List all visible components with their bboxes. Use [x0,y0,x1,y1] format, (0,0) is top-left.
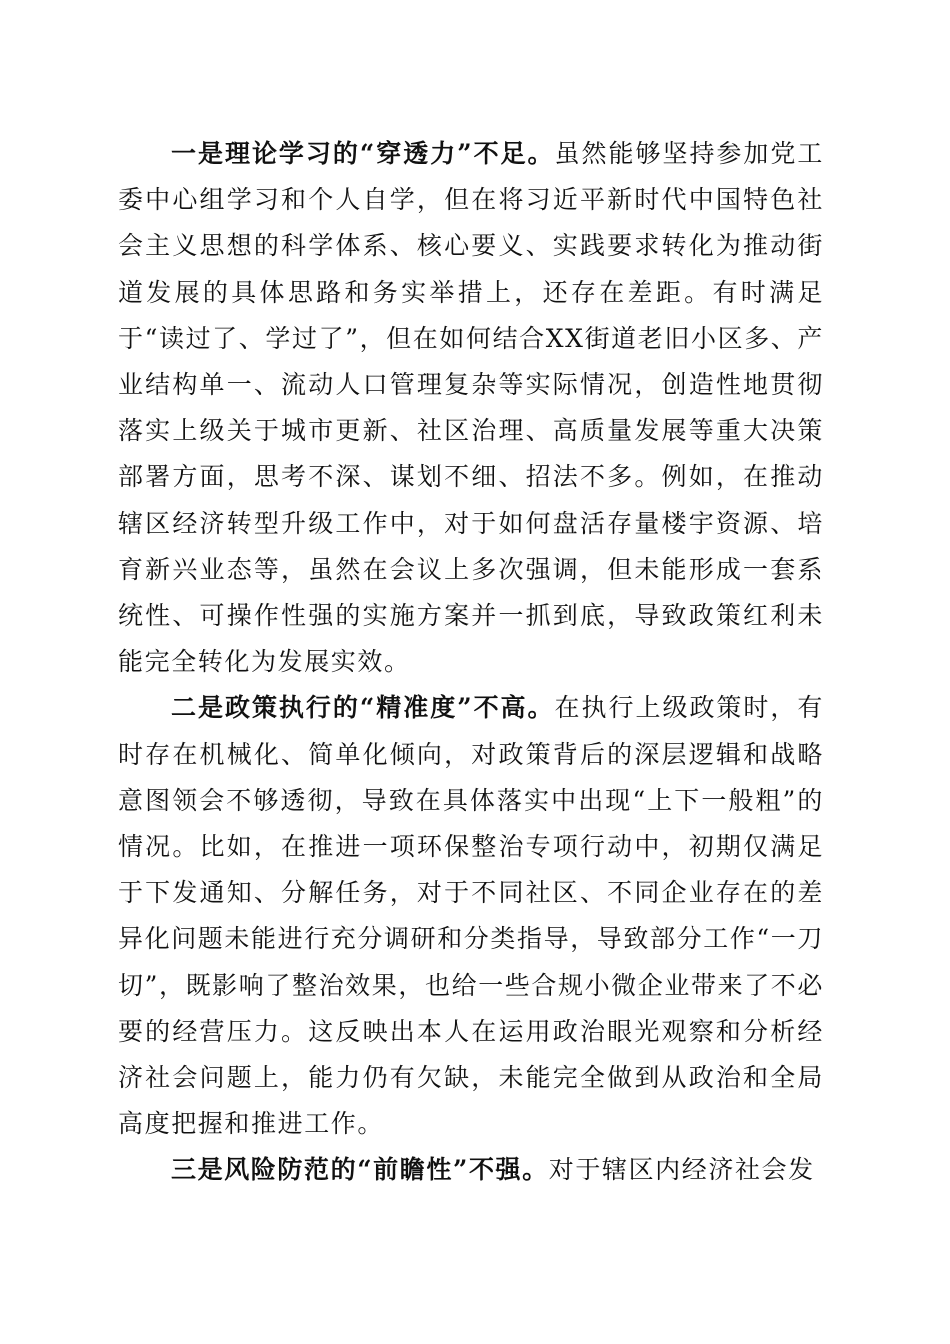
paragraph-text: 对于辖区内经济社会发 [548,1155,815,1185]
document-body [118,131,824,1194]
paragraph-heading: 一是理论学习的“穿透力”不足。 [171,139,555,168]
paragraph-theory-study [118,131,824,685]
paragraph-risk-prevention [118,1147,824,1193]
paragraph-heading: 三是风险防范的“前瞻性”不强。 [171,1155,549,1185]
paragraph-text: 虽然能够坚持参加党工委中心组学习和个人自学，但在将习近平新时代中国特色社会主义思想的科学体系、核心要义、实践要求转化为推动街道发展的具体思路和务实举措上，还存在差距。有时满足于“读过了、学过了”，但在如何结合XX街道老旧小区多、产业结构单一、流动人口管理复杂等实际情况，创造性地贯彻落实上级关于城市更新、社区治理、高质量发展等重大决策部署方面，思考不深、谋划不细、招法不多。例如，在推动辖区经济转型升级工作中，对于如何盘活存量楼宇资源、培育新兴业态等，虽然在会议上多次强调，但未能形成一套系统性、可操作性强的实施方案并一抓到底，导致政策红利未能完全转化为发展实效。 [118,139,824,677]
paragraph-heading: 二是政策执行的“精准度”不高。 [171,693,555,723]
paragraph-text: 在执行上级政策时，有时存在机械化、简单化倾向，对政策背后的深层逻辑和战略意图领会不够透彻，导致在具体落实中出现“上下一般粗”的情况。比如，在推进一项环保整治专项行动中，初期仅满足于下发通知、分解任务，对于不同社区、不同企业存在的差异化问题未能进行充分调研和分类指导，导致部分工作“一刀切”，既影响了整治效果，也给一些合规小微企业带来了不必要的经营压力。这反映出本人在运用政治眼光观察和分析经济社会问题上，能力仍有欠缺，未能完全做到从政治和全局高度把握和推进工作。 [118,693,824,1139]
paragraph-policy-execution [118,685,824,1147]
